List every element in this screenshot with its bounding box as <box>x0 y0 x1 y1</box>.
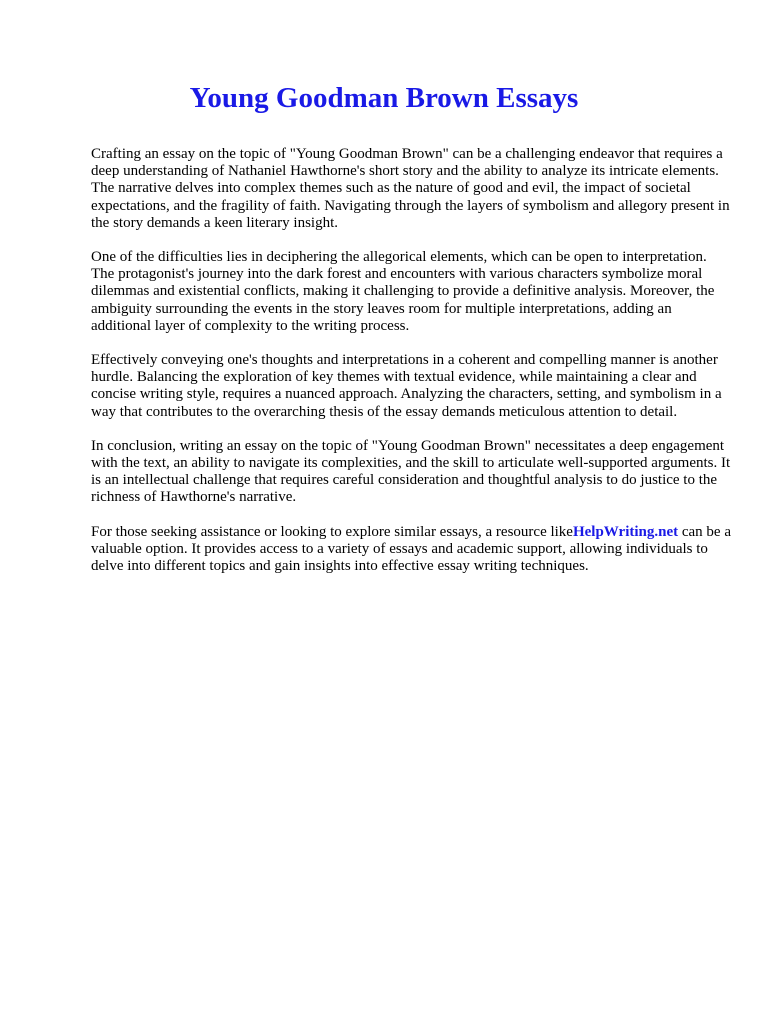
paragraph-intro: Crafting an essay on the topic of "Young Goodman Brown" can be a challenging endeavor that requires a deep understanding of Nathaniel Hawthorne's short story and the ability to analyze its intricate elements. The narrative delves into complex themes such as the nature of good and evil, the impact of societal expectations, and the fragility of faith. Navigating through the layers of symbolism and allegory present in the story demands a keen literary insight. <box>91 146 730 231</box>
paragraph-conclusion: In conclusion, writing an essay on the topic of "Young Goodman Brown" necessitates a deep engagement with the text, an ability to navigate its complexities, and the skill to articulate well-supported arguments. It is an intellectual challenge that requires careful consideration and thoughtful analysis to do justice to the richness of Hawthorne's narrative. <box>91 437 731 506</box>
document-body <box>91 146 731 592</box>
paragraph-difficulties: One of the difficulties lies in deciphering the allegorical elements, which can be open to interpretation. The protagonist's journey into the dark forest and encounters with various characters symbolize moral dilemmas and existential conflicts, making it challenging to provide a definitive analysis. Moreover, the ambiguity surrounding the events in the story leaves room for multiple interpretations, adding an additional layer of complexity to the writing process. <box>91 249 715 334</box>
resource-text-after: can be a valuable option. It provides access to a variety of essays and academic support, allowing individuals to delve into different topics and gain insights into effective essay writing techniques. <box>91 523 731 575</box>
resource-text-before: For those seeking assistance or looking to explore similar essays, a resource like <box>91 523 573 540</box>
paragraph-conveying: Effectively conveying one's thoughts and interpretations in a coherent and compelling manner is another hurdle. Balancing the exploration of key themes with textual evidence, while maintaining a clear and concise writing style, requires a nuanced approach. Analyzing the characters, setting, and symbolism in a way that contributes to the overarching thesis of the essay demands meticulous attention to detail. <box>91 352 722 420</box>
helpwriting-link[interactable]: HelpWriting.net <box>572 523 679 540</box>
paragraph-resource <box>91 524 731 576</box>
page-title: Young Goodman Brown Essays <box>189 82 579 114</box>
